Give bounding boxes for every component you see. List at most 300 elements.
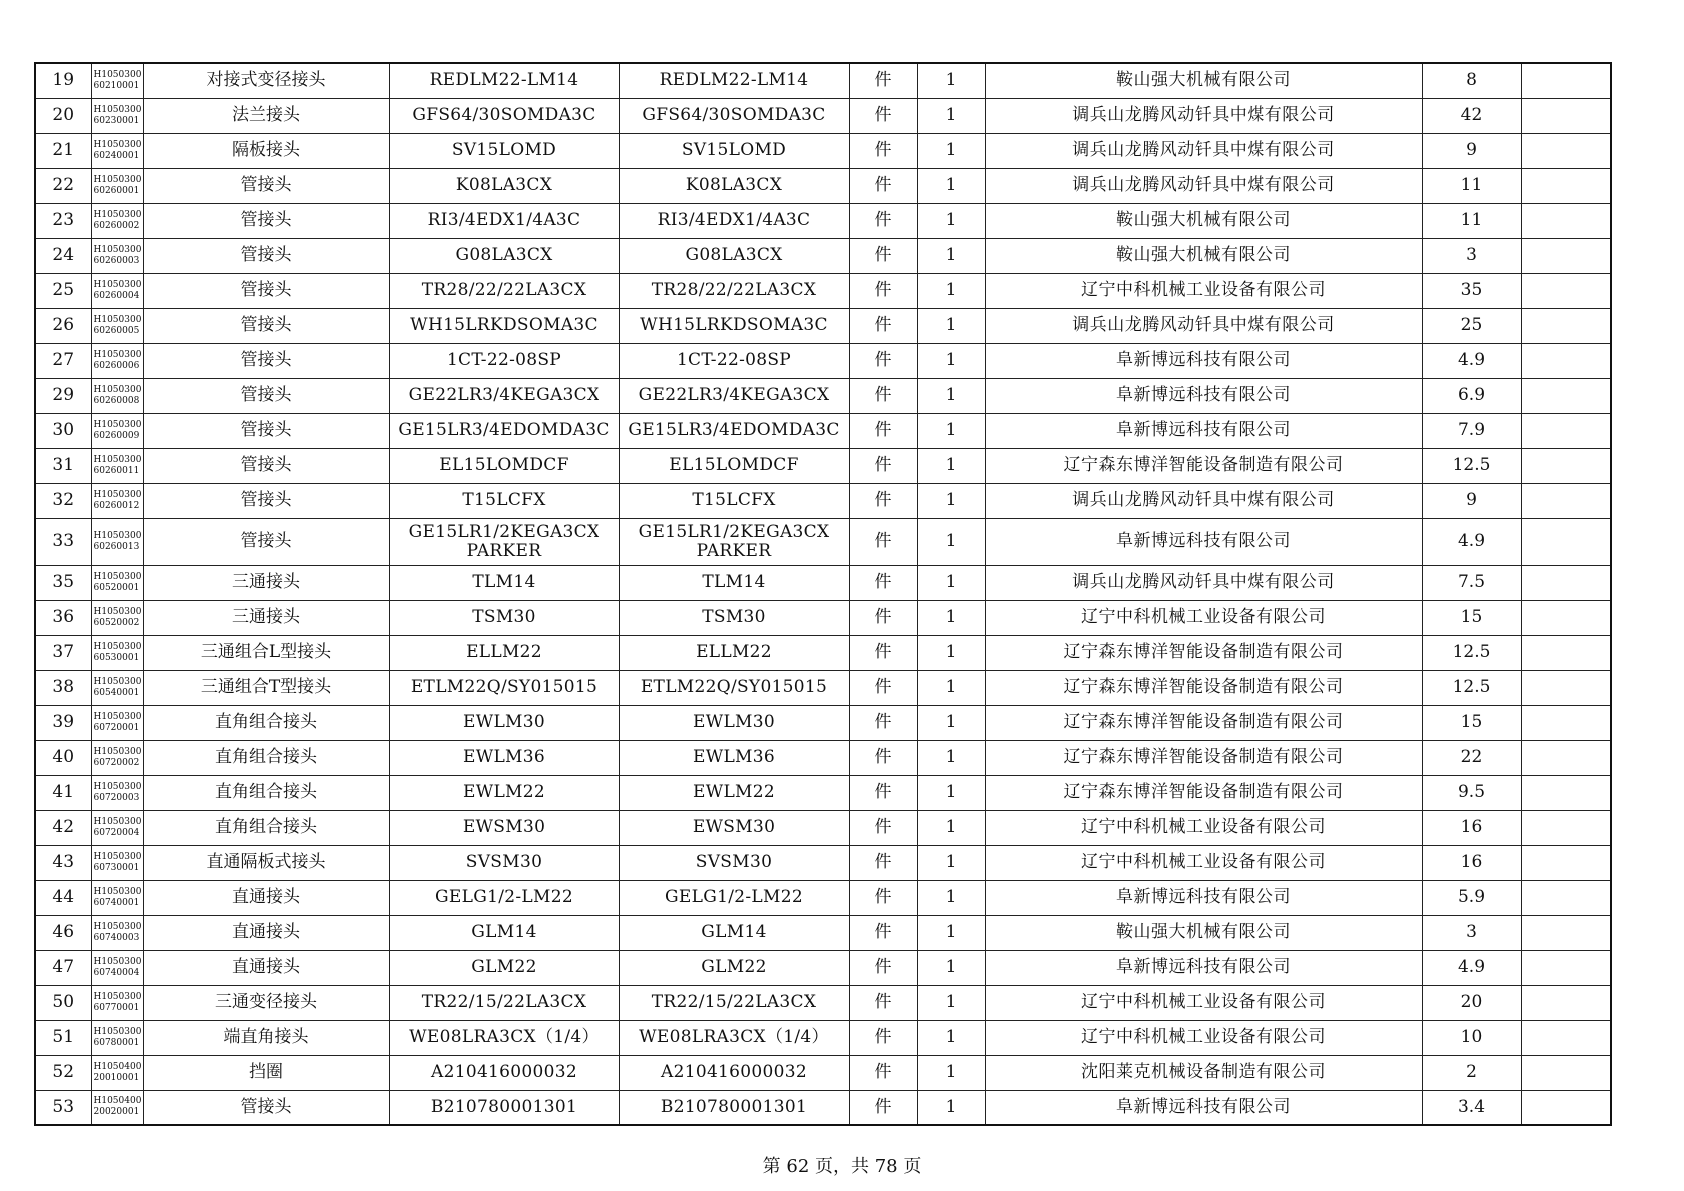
unit-price: 9 (1422, 133, 1521, 168)
item-name: 直通接头 (143, 880, 389, 915)
material-code: H1050300 60210001 (91, 63, 143, 98)
remark (1521, 565, 1611, 600)
table-row (35, 600, 1611, 635)
table-row (35, 565, 1611, 600)
remark (1521, 168, 1611, 203)
quantity: 1 (917, 238, 985, 273)
row-number: 21 (35, 133, 91, 168)
spec-model: TSM30 (389, 600, 619, 635)
spec-model: GE15LR3/4EDOMDA3C (389, 413, 619, 448)
vendor-name: 鞍山强大机械有限公司 (985, 238, 1422, 273)
table-row (35, 203, 1611, 238)
table-row (35, 63, 1611, 98)
material-code: H1050300 60260011 (91, 448, 143, 483)
vendor-name: 阜新博远科技有限公司 (985, 880, 1422, 915)
table-row (35, 635, 1611, 670)
unit-price: 35 (1422, 273, 1521, 308)
spec-model-2: EWLM22 (619, 775, 849, 810)
row-number: 44 (35, 880, 91, 915)
spec-model-2: GE15LR3/4EDOMDA3C (619, 413, 849, 448)
item-name: 直角组合接头 (143, 775, 389, 810)
remark (1521, 483, 1611, 518)
item-name: 三通组合L型接头 (143, 635, 389, 670)
table-row (35, 413, 1611, 448)
vendor-name: 辽宁中科机械工业设备有限公司 (985, 1020, 1422, 1055)
spec-model-2: GLM22 (619, 950, 849, 985)
vendor-name: 调兵山龙腾风动钎具中煤有限公司 (985, 483, 1422, 518)
remark (1521, 810, 1611, 845)
material-code: H1050300 60720003 (91, 775, 143, 810)
unit: 件 (849, 950, 917, 985)
remark (1521, 845, 1611, 880)
spec-model: GFS64/30SOMDA3C (389, 98, 619, 133)
quantity: 1 (917, 273, 985, 308)
vendor-name: 调兵山龙腾风动钎具中煤有限公司 (985, 133, 1422, 168)
row-number: 29 (35, 378, 91, 413)
item-name: 直通隔板式接头 (143, 845, 389, 880)
item-name: 管接头 (143, 518, 389, 565)
spec-model: GELG1/2-LM22 (389, 880, 619, 915)
unit: 件 (849, 880, 917, 915)
quantity: 1 (917, 705, 985, 740)
unit-price: 11 (1422, 168, 1521, 203)
unit-price: 12.5 (1422, 448, 1521, 483)
spec-model-2: GE22LR3/4KEGA3CX (619, 378, 849, 413)
spec-model: REDLM22-LM14 (389, 63, 619, 98)
spec-model-2: WE08LRA3CX（1/4） (619, 1020, 849, 1055)
remark (1521, 133, 1611, 168)
table-row (35, 845, 1611, 880)
material-code: H1050300 60770001 (91, 985, 143, 1020)
table-row (35, 985, 1611, 1020)
spec-model-2: GELG1/2-LM22 (619, 880, 849, 915)
unit-price: 20 (1422, 985, 1521, 1020)
vendor-name: 阜新博远科技有限公司 (985, 950, 1422, 985)
item-name: 管接头 (143, 483, 389, 518)
table-row (35, 448, 1611, 483)
quantity: 1 (917, 133, 985, 168)
page-footer: 第 62 页，共 78 页 (762, 1156, 922, 1177)
item-name: 隔板接头 (143, 133, 389, 168)
table-row (35, 343, 1611, 378)
quantity: 1 (917, 518, 985, 565)
row-number: 38 (35, 670, 91, 705)
remark (1521, 518, 1611, 565)
table-row (35, 483, 1611, 518)
remark (1521, 1090, 1611, 1125)
material-code: H1050300 60260008 (91, 378, 143, 413)
item-name: 管接头 (143, 343, 389, 378)
vendor-name: 鞍山强大机械有限公司 (985, 203, 1422, 238)
vendor-name: 辽宁中科机械工业设备有限公司 (985, 273, 1422, 308)
spec-model-2: T15LCFX (619, 483, 849, 518)
row-number: 42 (35, 810, 91, 845)
row-number: 37 (35, 635, 91, 670)
remark (1521, 1020, 1611, 1055)
spec-model-2: GFS64/30SOMDA3C (619, 98, 849, 133)
material-code: H1050300 60260006 (91, 343, 143, 378)
spec-model-2: SVSM30 (619, 845, 849, 880)
quantity: 1 (917, 915, 985, 950)
quantity: 1 (917, 810, 985, 845)
quantity: 1 (917, 985, 985, 1020)
quantity: 1 (917, 635, 985, 670)
row-number: 20 (35, 98, 91, 133)
row-number: 22 (35, 168, 91, 203)
row-number: 36 (35, 600, 91, 635)
unit-price: 7.9 (1422, 413, 1521, 448)
unit: 件 (849, 133, 917, 168)
material-code: H1050300 60260013 (91, 518, 143, 565)
spec-model-2: SV15LOMD (619, 133, 849, 168)
table-row (35, 98, 1611, 133)
vendor-name: 辽宁森东博洋智能设备制造有限公司 (985, 635, 1422, 670)
material-code: H1050300 60720002 (91, 740, 143, 775)
vendor-name: 辽宁中科机械工业设备有限公司 (985, 845, 1422, 880)
row-number: 40 (35, 740, 91, 775)
material-code: H1050300 60540001 (91, 670, 143, 705)
quantity: 1 (917, 448, 985, 483)
remark (1521, 775, 1611, 810)
item-name: 直角组合接头 (143, 705, 389, 740)
quantity: 1 (917, 343, 985, 378)
table-row (35, 705, 1611, 740)
row-number: 53 (35, 1090, 91, 1125)
material-code: H1050300 60720004 (91, 810, 143, 845)
remark (1521, 985, 1611, 1020)
table-row (35, 133, 1611, 168)
unit-price: 10 (1422, 1020, 1521, 1055)
unit: 件 (849, 705, 917, 740)
item-name: 直角组合接头 (143, 810, 389, 845)
quantity: 1 (917, 950, 985, 985)
quantity: 1 (917, 63, 985, 98)
spec-model-2: GE15LR1/2KEGA3CX PARKER (619, 518, 849, 565)
unit-price: 5.9 (1422, 880, 1521, 915)
spec-model: G08LA3CX (389, 238, 619, 273)
remark (1521, 378, 1611, 413)
unit: 件 (849, 1090, 917, 1125)
remark (1521, 950, 1611, 985)
quantity: 1 (917, 413, 985, 448)
unit: 件 (849, 343, 917, 378)
remark (1521, 273, 1611, 308)
material-code: H1050300 60530001 (91, 635, 143, 670)
spec-model: A210416000032 (389, 1055, 619, 1090)
spec-model: ETLM22Q/SY015015 (389, 670, 619, 705)
spec-model-2: TR28/22/22LA3CX (619, 273, 849, 308)
spec-model-2: K08LA3CX (619, 168, 849, 203)
table-body (35, 63, 1611, 1125)
material-code: H1050300 60740004 (91, 950, 143, 985)
spec-model: TR22/15/22LA3CX (389, 985, 619, 1020)
spec-model: RI3/4EDX1/4A3C (389, 203, 619, 238)
quantity: 1 (917, 1020, 985, 1055)
quantity: 1 (917, 483, 985, 518)
table-row (35, 670, 1611, 705)
vendor-name: 辽宁中科机械工业设备有限公司 (985, 600, 1422, 635)
unit: 件 (849, 378, 917, 413)
material-code: H1050300 60720001 (91, 705, 143, 740)
quantity: 1 (917, 308, 985, 343)
material-code: H1050300 60230001 (91, 98, 143, 133)
row-number: 52 (35, 1055, 91, 1090)
row-number: 27 (35, 343, 91, 378)
remark (1521, 600, 1611, 635)
table-row (35, 775, 1611, 810)
unit-price: 4.9 (1422, 518, 1521, 565)
unit-price: 11 (1422, 203, 1521, 238)
unit-price: 3 (1422, 238, 1521, 273)
quantity: 1 (917, 845, 985, 880)
spec-model: GLM14 (389, 915, 619, 950)
quantity: 1 (917, 1055, 985, 1090)
unit: 件 (849, 448, 917, 483)
spec-model-2: WH15LRKDSOMA3C (619, 308, 849, 343)
row-number: 39 (35, 705, 91, 740)
remark (1521, 308, 1611, 343)
spec-model: EWLM22 (389, 775, 619, 810)
vendor-name: 辽宁中科机械工业设备有限公司 (985, 810, 1422, 845)
remark (1521, 63, 1611, 98)
vendor-name: 阜新博远科技有限公司 (985, 413, 1422, 448)
remark (1521, 670, 1611, 705)
item-name: 管接头 (143, 413, 389, 448)
row-number: 19 (35, 63, 91, 98)
spec-model: SV15LOMD (389, 133, 619, 168)
unit: 件 (849, 98, 917, 133)
spec-model: SVSM30 (389, 845, 619, 880)
spec-model-2: GLM14 (619, 915, 849, 950)
spec-model-2: TR22/15/22LA3CX (619, 985, 849, 1020)
material-code: H1050300 60520002 (91, 600, 143, 635)
vendor-name: 阜新博远科技有限公司 (985, 518, 1422, 565)
vendor-name: 调兵山龙腾风动钎具中煤有限公司 (985, 565, 1422, 600)
unit-price: 7.5 (1422, 565, 1521, 600)
unit: 件 (849, 985, 917, 1020)
unit: 件 (849, 670, 917, 705)
unit-price: 4.9 (1422, 950, 1521, 985)
item-name: 直角组合接头 (143, 740, 389, 775)
unit-price: 15 (1422, 600, 1521, 635)
quantity: 1 (917, 600, 985, 635)
remark (1521, 705, 1611, 740)
remark (1521, 343, 1611, 378)
remark (1521, 98, 1611, 133)
row-number: 31 (35, 448, 91, 483)
spec-model: EWLM36 (389, 740, 619, 775)
item-name: 法兰接头 (143, 98, 389, 133)
parts-table (34, 62, 1612, 1126)
material-code: H1050300 60740003 (91, 915, 143, 950)
spec-model: K08LA3CX (389, 168, 619, 203)
remark (1521, 1055, 1611, 1090)
spec-model-2: EWSM30 (619, 810, 849, 845)
unit-price: 22 (1422, 740, 1521, 775)
spec-model-2: B210780001301 (619, 1090, 849, 1125)
table-row (35, 880, 1611, 915)
spec-model: GE15LR1/2KEGA3CX PARKER (389, 518, 619, 565)
material-code: H1050300 60520001 (91, 565, 143, 600)
vendor-name: 鞍山强大机械有限公司 (985, 915, 1422, 950)
material-code: H1050300 60260004 (91, 273, 143, 308)
quantity: 1 (917, 670, 985, 705)
item-name: 三通变径接头 (143, 985, 389, 1020)
row-number: 24 (35, 238, 91, 273)
spec-model: WH15LRKDSOMA3C (389, 308, 619, 343)
material-code: H1050400 20020001 (91, 1090, 143, 1125)
spec-model: 1CT-22-08SP (389, 343, 619, 378)
remark (1521, 740, 1611, 775)
unit: 件 (849, 810, 917, 845)
unit-price: 6.9 (1422, 378, 1521, 413)
vendor-name: 辽宁森东博洋智能设备制造有限公司 (985, 670, 1422, 705)
vendor-name: 阜新博远科技有限公司 (985, 378, 1422, 413)
unit-price: 9.5 (1422, 775, 1521, 810)
unit: 件 (849, 740, 917, 775)
vendor-name: 辽宁森东博洋智能设备制造有限公司 (985, 775, 1422, 810)
unit-price: 12.5 (1422, 635, 1521, 670)
quantity: 1 (917, 740, 985, 775)
table-row (35, 810, 1611, 845)
quantity: 1 (917, 168, 985, 203)
unit: 件 (849, 518, 917, 565)
unit: 件 (849, 238, 917, 273)
unit-price: 8 (1422, 63, 1521, 98)
unit: 件 (849, 63, 917, 98)
item-name: 管接头 (143, 1090, 389, 1125)
unit: 件 (849, 483, 917, 518)
table-row (35, 168, 1611, 203)
remark (1521, 448, 1611, 483)
material-code: H1050300 60260003 (91, 238, 143, 273)
spec-model: EL15LOMDCF (389, 448, 619, 483)
row-number: 46 (35, 915, 91, 950)
remark (1521, 238, 1611, 273)
row-number: 32 (35, 483, 91, 518)
unit-price: 16 (1422, 845, 1521, 880)
unit-price: 42 (1422, 98, 1521, 133)
spec-model: TR28/22/22LA3CX (389, 273, 619, 308)
spec-model: B210780001301 (389, 1090, 619, 1125)
remark (1521, 880, 1611, 915)
unit: 件 (849, 845, 917, 880)
quantity: 1 (917, 565, 985, 600)
unit-price: 16 (1422, 810, 1521, 845)
spec-model-2: G08LA3CX (619, 238, 849, 273)
remark (1521, 413, 1611, 448)
item-name: 对接式变径接头 (143, 63, 389, 98)
item-name: 管接头 (143, 238, 389, 273)
vendor-name: 阜新博远科技有限公司 (985, 343, 1422, 378)
unit: 件 (849, 1020, 917, 1055)
item-name: 管接头 (143, 378, 389, 413)
table-row (35, 518, 1611, 565)
material-code: H1050300 60260001 (91, 168, 143, 203)
spec-model-2: REDLM22-LM14 (619, 63, 849, 98)
row-number: 35 (35, 565, 91, 600)
table-row (35, 378, 1611, 413)
spec-model-2: EL15LOMDCF (619, 448, 849, 483)
item-name: 挡圈 (143, 1055, 389, 1090)
vendor-name: 辽宁森东博洋智能设备制造有限公司 (985, 448, 1422, 483)
table-row (35, 950, 1611, 985)
spec-model-2: TLM14 (619, 565, 849, 600)
remark (1521, 203, 1611, 238)
row-number: 26 (35, 308, 91, 343)
unit-price: 9 (1422, 483, 1521, 518)
material-code: H1050300 60740001 (91, 880, 143, 915)
vendor-name: 调兵山龙腾风动钎具中煤有限公司 (985, 168, 1422, 203)
unit-price: 15 (1422, 705, 1521, 740)
item-name: 三通组合T型接头 (143, 670, 389, 705)
unit: 件 (849, 413, 917, 448)
table-row (35, 273, 1611, 308)
spec-model: EWLM30 (389, 705, 619, 740)
spec-model: GLM22 (389, 950, 619, 985)
row-number: 25 (35, 273, 91, 308)
row-number: 51 (35, 1020, 91, 1055)
item-name: 管接头 (143, 203, 389, 238)
material-code: H1050300 60260005 (91, 308, 143, 343)
material-code: H1050300 60780001 (91, 1020, 143, 1055)
remark (1521, 915, 1611, 950)
item-name: 管接头 (143, 308, 389, 343)
item-name: 管接头 (143, 273, 389, 308)
spec-model-2: ELLM22 (619, 635, 849, 670)
unit-price: 3 (1422, 915, 1521, 950)
row-number: 50 (35, 985, 91, 1020)
material-code: H1050300 60240001 (91, 133, 143, 168)
unit-price: 12.5 (1422, 670, 1521, 705)
vendor-name: 辽宁中科机械工业设备有限公司 (985, 985, 1422, 1020)
table-row (35, 1020, 1611, 1055)
material-code: H1050300 60260012 (91, 483, 143, 518)
spec-model-2: 1CT-22-08SP (619, 343, 849, 378)
unit: 件 (849, 915, 917, 950)
vendor-name: 辽宁森东博洋智能设备制造有限公司 (985, 705, 1422, 740)
spec-model: T15LCFX (389, 483, 619, 518)
table-row (35, 740, 1611, 775)
item-name: 管接头 (143, 448, 389, 483)
spec-model-2: RI3/4EDX1/4A3C (619, 203, 849, 238)
row-number: 33 (35, 518, 91, 565)
row-number: 47 (35, 950, 91, 985)
table-row (35, 1090, 1611, 1125)
unit: 件 (849, 308, 917, 343)
unit-price: 4.9 (1422, 343, 1521, 378)
spec-model-2: EWLM30 (619, 705, 849, 740)
quantity: 1 (917, 775, 985, 810)
item-name: 直通接头 (143, 915, 389, 950)
vendor-name: 辽宁森东博洋智能设备制造有限公司 (985, 740, 1422, 775)
spec-model-2: ETLM22Q/SY015015 (619, 670, 849, 705)
spec-model: GE22LR3/4KEGA3CX (389, 378, 619, 413)
item-name: 三通接头 (143, 565, 389, 600)
item-name: 管接头 (143, 168, 389, 203)
spec-model-2: TSM30 (619, 600, 849, 635)
unit: 件 (849, 168, 917, 203)
unit: 件 (849, 775, 917, 810)
unit-price: 2 (1422, 1055, 1521, 1090)
material-code: H1050300 60730001 (91, 845, 143, 880)
unit: 件 (849, 273, 917, 308)
quantity: 1 (917, 98, 985, 133)
item-name: 三通接头 (143, 600, 389, 635)
remark (1521, 635, 1611, 670)
table-row (35, 308, 1611, 343)
unit-price: 3.4 (1422, 1090, 1521, 1125)
